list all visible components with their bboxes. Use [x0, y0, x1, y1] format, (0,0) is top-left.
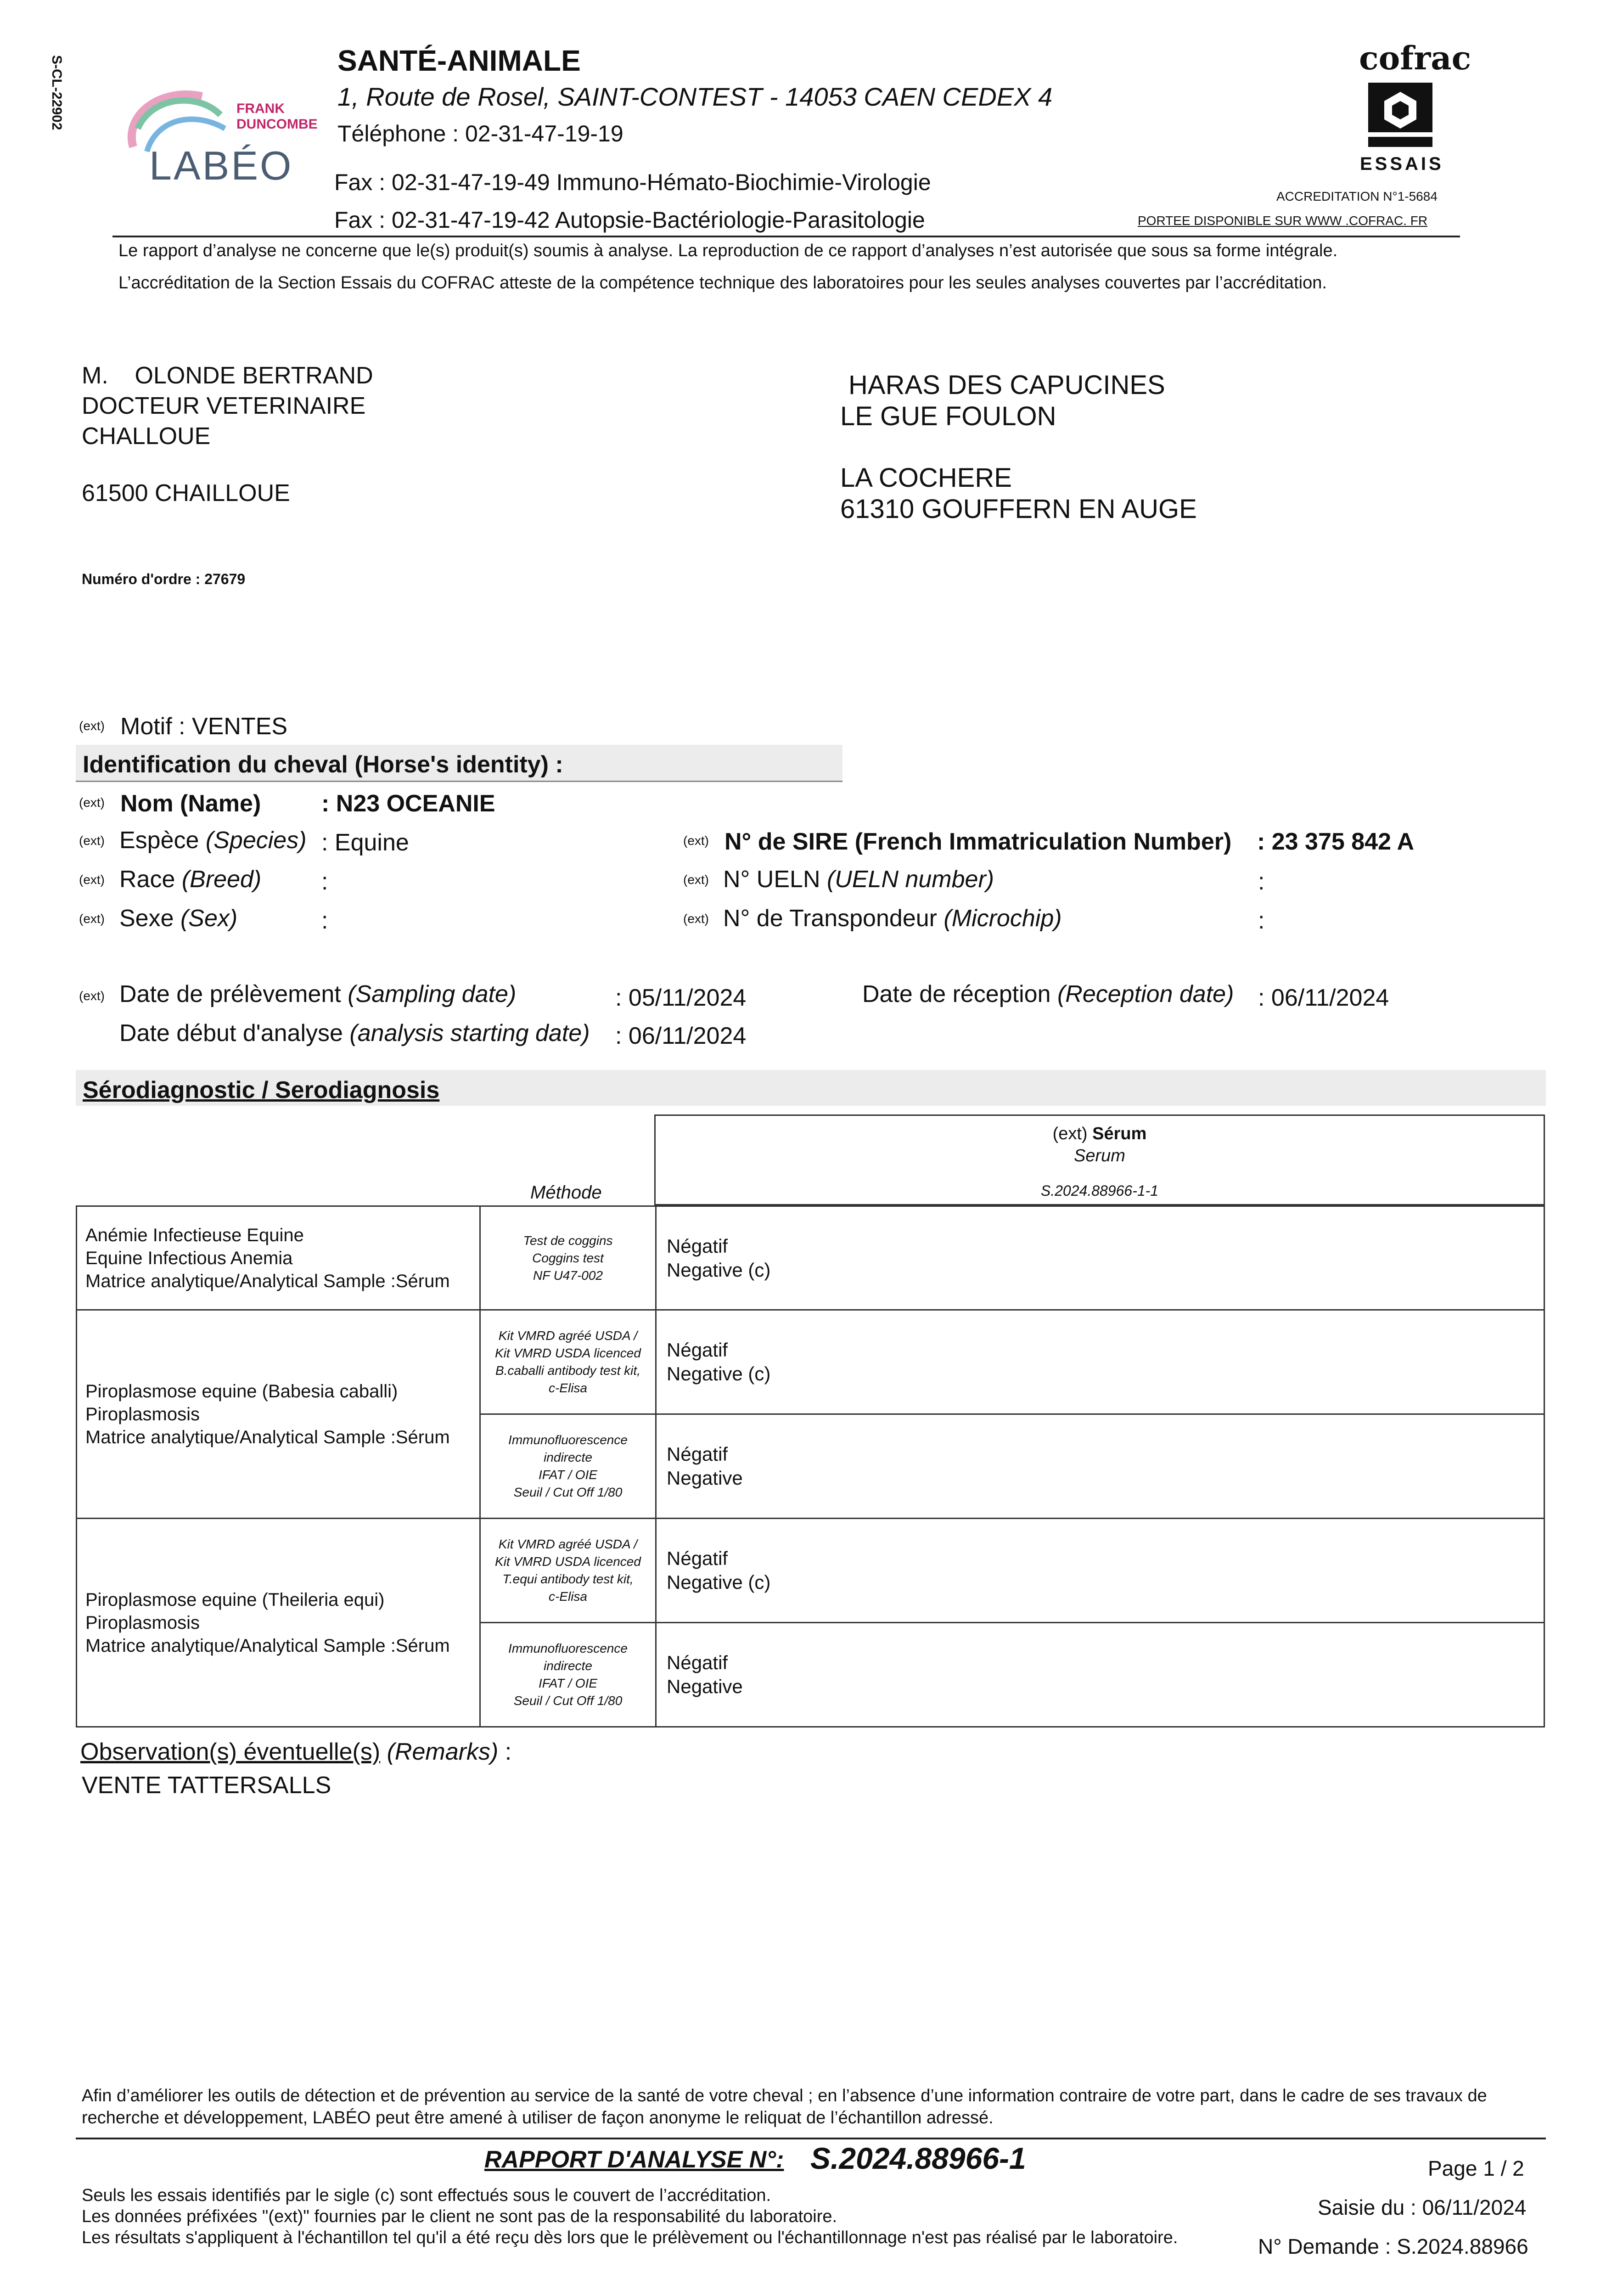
footer-improvement-notice: Afin d’améliorer les outils de détection et de prévention au service de la santé de votre cheval ; en l’absence d’une information contraire de votre part, dans le cadre de ses travaux de recherche et développement, LABÉO peut être amené à utiliser de façon anonyme le reliquat de l’échantillon adressé. [82, 2086, 1487, 2127]
logo-duncombe: DUNCOMBE [236, 117, 318, 132]
method-line: indirecte [544, 1450, 592, 1464]
recipient-title: DOCTEUR VETERINAIRE [82, 393, 366, 419]
species-label [119, 827, 307, 854]
owner-address [840, 370, 1197, 525]
result-cell [656, 1414, 1544, 1519]
analysis-cell [77, 1519, 480, 1727]
lab-address: 1, Route de Rosel, SAINT-CONTEST - 14053 CAEN CEDEX 4 [337, 82, 1053, 111]
method-cell [480, 1519, 656, 1623]
sample-header [654, 1114, 1545, 1205]
ueln-value: : [1258, 868, 1265, 895]
method-cell [480, 1414, 656, 1519]
order-number: Numéro d'ordre : 27679 [82, 571, 246, 587]
method-line: IFAT / OIE [538, 1676, 598, 1690]
ext-tag: (ext) [683, 833, 709, 848]
ext-tag: (ext) [79, 833, 105, 848]
results-table [76, 1205, 1545, 1728]
method-line: c-Elisa [548, 1381, 587, 1395]
sample-ext: (ext) [1052, 1124, 1088, 1143]
reception-date-label-fr: Date de réception [862, 981, 1051, 1007]
sex-label [119, 905, 237, 932]
method-line: Seuil / Cut Off 1/80 [513, 1694, 623, 1708]
notice-accreditation: L’accréditation de la Section Essais du COFRAC atteste de la compétence technique des laboratoires pour les seules analyses couvertes par l’accréditation. [118, 273, 1327, 293]
analysis-name: Anémie Infectieuse Equine [85, 1225, 304, 1245]
method-line: Kit VMRD agréé USDA / [498, 1328, 638, 1343]
header-divider [112, 236, 1460, 237]
species-label-fr: Espèce [119, 827, 199, 854]
footer-note-ext: Les données préfixées "(ext)" fournies par le client ne sont pas de la responsabilité du laboratoire. [82, 2207, 837, 2226]
sire-label: N° de SIRE (French Immatriculation Number) [724, 828, 1232, 855]
logo-labeo: LABÉO [149, 143, 293, 188]
footer-note-sample: Les résultats s'appliquent à l'échantillon tel qu'il a été reçu dès lors que le prélèvement ou l'échantillonnage n'est pas réalisé par le laboratoire. [82, 2228, 1178, 2247]
recipient-name: M. OLONDE BERTRAND [82, 362, 373, 389]
method-line: c-Elisa [548, 1589, 587, 1604]
cofrac-essais: ESSAIS [1360, 154, 1444, 174]
footer-divider [76, 2138, 1546, 2139]
cofrac-accreditation: ACCREDITATION N°1-5684 [1276, 189, 1438, 203]
remarks-label [80, 1738, 511, 1766]
lab-name: SANTÉ-ANIMALE [337, 44, 581, 77]
species-label-en: (Species) [205, 827, 307, 854]
serology-section-bar [76, 1070, 1546, 1106]
transponder-label-en: (Microchip) [943, 905, 1062, 932]
table-row [77, 1310, 1544, 1414]
sex-value: : [321, 907, 328, 934]
result-fr: Négatif [667, 1235, 728, 1257]
result-fr: Négatif [667, 1443, 728, 1465]
ext-tag: (ext) [683, 912, 709, 926]
cofrac-logo [1354, 39, 1471, 177]
analysis-start-value: : 06/11/2024 [615, 1023, 747, 1049]
sample-type-fr: Sérum [1092, 1124, 1147, 1143]
reception-date-value: : 06/11/2024 [1258, 985, 1389, 1011]
page-number: Page 1 / 2 [1428, 2156, 1524, 2180]
identity-section-title: Identification du cheval (Horse's identity) : [83, 751, 563, 778]
method-line: Immunofluorescence [508, 1641, 628, 1655]
result-en: Negative [667, 1676, 743, 1697]
method-line: Coggins test [532, 1250, 604, 1265]
analysis-matrix: Matrice analytique/Analytical Sample :Sérum [85, 1635, 450, 1656]
remarks-colon: : [505, 1739, 512, 1765]
lab-fax-1: Fax : 02-31-47-19-49 Immuno-Hémato-Biochimie-Virologie [334, 169, 931, 195]
ext-tag: (ext) [683, 872, 709, 887]
method-line: NF U47-002 [533, 1268, 603, 1283]
ext-tag: (ext) [79, 872, 105, 887]
analysis-name: Piroplasmose equine (Theileria equi) [85, 1589, 385, 1610]
identity-section-bar [76, 745, 842, 782]
owner-name: HARAS DES CAPUCINES [848, 370, 1165, 400]
sire-value: : 23 375 842 A [1257, 828, 1415, 855]
method-cell [480, 1310, 656, 1414]
breed-value: : [321, 868, 328, 895]
analysis-cell [77, 1206, 480, 1310]
analysis-name-en: Equine Infectious Anemia [85, 1248, 293, 1268]
ext-tag: (ext) [79, 989, 105, 1003]
transponder-label [723, 905, 1062, 932]
analysis-name-en: Piroplasmosis [85, 1612, 200, 1633]
lab-fax-2: Fax : 02-31-47-19-42 Autopsie-Bactériologie-Parasitologie [334, 207, 925, 233]
method-line: IFAT / OIE [538, 1468, 598, 1482]
analysis-start-label [119, 1019, 590, 1047]
result-en: Negative (c) [667, 1259, 771, 1281]
owner-line3: LA COCHERE [840, 463, 1012, 493]
saisie-date: Saisie du : 06/11/2024 [1318, 2195, 1527, 2219]
result-en: Negative (c) [667, 1571, 771, 1593]
recipient-postal: 61500 CHAILLOUE [82, 480, 290, 506]
report-label: RAPPORT D'ANALYSE N°: [484, 2146, 784, 2173]
ext-tag: (ext) [79, 795, 105, 810]
result-fr: Négatif [667, 1339, 728, 1361]
method-cell [480, 1206, 656, 1310]
breed-label-fr: Race [119, 866, 175, 893]
ueln-label-en: (UELN number) [826, 866, 994, 893]
ueln-label [723, 866, 994, 893]
reception-date-label-en: (Reception date) [1057, 981, 1234, 1007]
lab-phone: Téléphone : 02-31-47-19-19 [337, 121, 623, 146]
result-cell [656, 1623, 1544, 1727]
analysis-matrix: Matrice analytique/Analytical Sample :Sérum [85, 1427, 450, 1447]
analysis-start-label-fr: Date début d'analyse [119, 1020, 343, 1047]
method-line: B.caballi antibody test kit, [495, 1363, 640, 1378]
method-line: Kit VMRD USDA licenced [495, 1554, 641, 1569]
ext-tag: (ext) [79, 912, 105, 926]
sampling-date-label-fr: Date de prélèvement [119, 981, 341, 1007]
analysis-matrix: Matrice analytique/Analytical Sample :Sérum [85, 1271, 450, 1291]
method-header: Méthode [530, 1182, 602, 1203]
sampling-date-label-en: (Sampling date) [348, 981, 517, 1007]
footer-notes [82, 2185, 1178, 2248]
breed-label [119, 866, 261, 893]
footer-note-accreditation: Seuls les essais identifiés par le sigle (c) sont effectués sous le couvert de l’accréditation. [82, 2186, 771, 2205]
sex-label-en: (Sex) [180, 905, 238, 932]
serology-section-title: Sérodiagnostic / Serodiagnosis [83, 1077, 440, 1103]
method-line: indirecte [544, 1659, 592, 1673]
reception-date-label [862, 980, 1234, 1008]
transponder-value: : [1258, 907, 1265, 934]
owner-line2: LE GUE FOULON [840, 401, 1056, 431]
result-cell [656, 1206, 1544, 1310]
horse-name-label: Nom (Name) [120, 790, 261, 817]
recipient-city: CHALLOUE [82, 423, 211, 450]
table-row [77, 1206, 1544, 1310]
remarks-label-en: (Remarks) [387, 1739, 499, 1765]
recipient-address [82, 360, 373, 508]
document-side-code: S-CL-22902 [49, 55, 64, 130]
method-line: Immunofluorescence [508, 1433, 628, 1447]
sample-type [656, 1124, 1544, 1144]
result-fr: Négatif [667, 1652, 728, 1673]
cofrac-hexagon-icon [1359, 78, 1442, 152]
transponder-label-fr: N° de Transpondeur [723, 905, 937, 932]
sample-id: S.2024.88966-1-1 [1040, 1182, 1159, 1199]
species-value: : Equine [321, 829, 409, 856]
horse-name-value: : N23 OCEANIE [321, 790, 495, 817]
breed-label-en: (Breed) [181, 866, 262, 893]
report-number: S.2024.88966-1 [810, 2141, 1026, 2175]
method-line: Test de coggins [523, 1233, 613, 1248]
owner-postal: 61310 GOUFFERN EN AUGE [840, 494, 1197, 524]
logo-frank: FRANK [236, 101, 285, 116]
method-line: Kit VMRD agréé USDA / [498, 1537, 638, 1551]
method-cell [480, 1623, 656, 1727]
ext-tag: (ext) [79, 719, 105, 733]
table-row [77, 1519, 1544, 1623]
labeo-logo [119, 78, 326, 197]
demande-number: N° Demande : S.2024.88966 [1258, 2234, 1528, 2258]
ueln-label-fr: N° UELN [723, 866, 820, 893]
analysis-cell [77, 1310, 480, 1519]
sampling-date-label [119, 980, 516, 1008]
analysis-name: Piroplasmose equine (Babesia caballi) [85, 1381, 398, 1401]
analysis-start-label-en: (analysis starting date) [349, 1020, 590, 1047]
cofrac-wordmark: cofrac [1359, 39, 1471, 77]
method-line: T.equi antibody test kit, [502, 1572, 634, 1586]
result-cell [656, 1519, 1544, 1623]
analysis-name-en: Piroplasmosis [85, 1404, 200, 1424]
cofrac-portee: PORTEE DISPONIBLE SUR WWW .COFRAC. FR [1138, 214, 1428, 228]
remarks-value: VENTE TATTERSALLS [82, 1772, 331, 1799]
result-cell [656, 1310, 1544, 1414]
remarks-label-fr: Observation(s) éventuelle(s) [80, 1739, 381, 1765]
sampling-date-value: : 05/11/2024 [615, 985, 747, 1011]
sample-type-en: Serum [1074, 1146, 1125, 1165]
sex-label-fr: Sexe [119, 905, 174, 932]
method-line: Seuil / Cut Off 1/80 [513, 1485, 623, 1499]
notice-reproduction: Le rapport d’analyse ne concerne que le(s) produit(s) soumis à analyse. La reproduction de ce rapport d’analyses n’est autorisée que sous sa forme intégrale. [118, 241, 1338, 260]
method-line: Kit VMRD USDA licenced [495, 1346, 641, 1360]
result-en: Negative [667, 1467, 743, 1489]
motif: Motif : VENTES [120, 713, 288, 740]
result-fr: Négatif [667, 1548, 728, 1569]
result-en: Negative (c) [667, 1363, 771, 1384]
